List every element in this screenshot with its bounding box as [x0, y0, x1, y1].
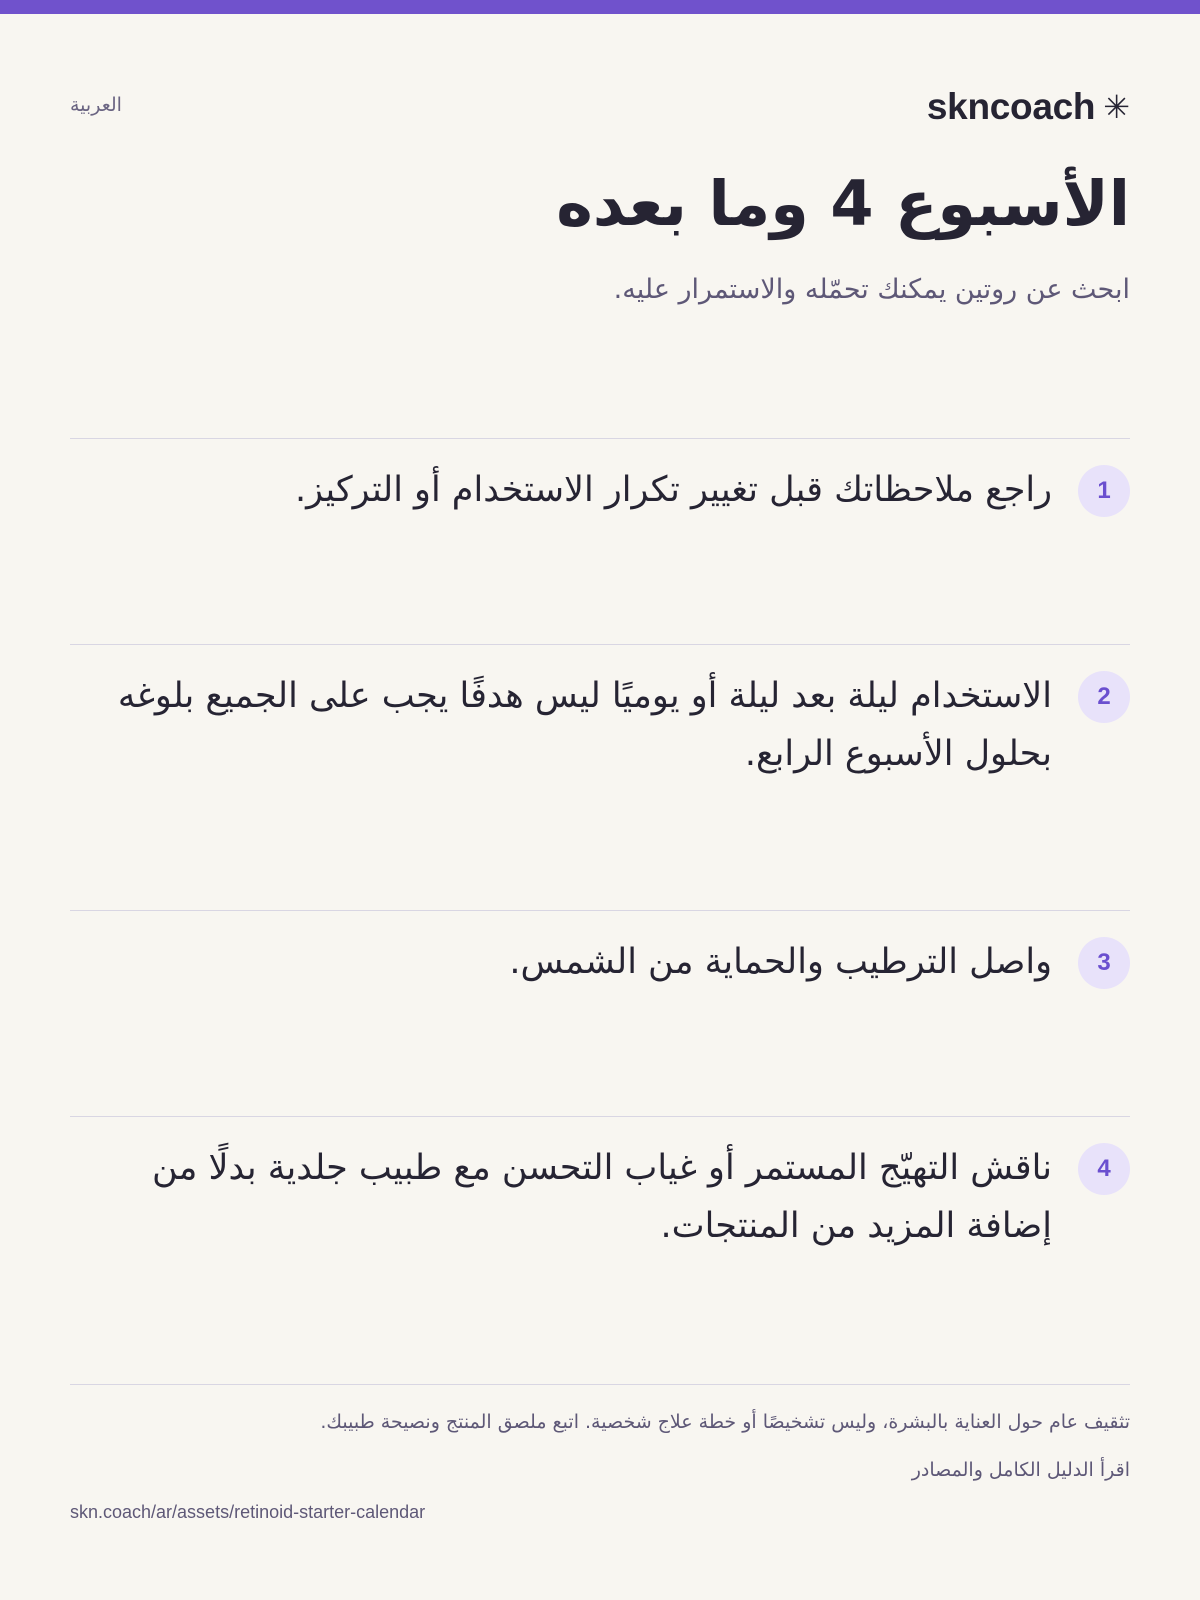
step-item: [70, 910, 1130, 1116]
page-subtitle: ابحث عن روتين يمكنك تحمّله والاستمرار عليه.: [613, 274, 1130, 305]
footer-divider: [70, 1384, 1130, 1385]
step-number-badge: 4: [1078, 1143, 1130, 1195]
step-item: [70, 644, 1130, 910]
page-title: الأسبوع 4 وما بعده: [556, 167, 1130, 240]
page: [70, 0, 1130, 1600]
step-item: [70, 438, 1130, 644]
header: [70, 86, 1130, 130]
step-number-badge: 2: [1078, 671, 1130, 723]
language-switch-link[interactable]: العربية: [70, 94, 122, 116]
asterisk-icon: ✳: [1103, 88, 1130, 126]
step-text: الاستخدام ليلة بعد ليلة أو يوميًا ليس هدفًا يجب على الجميع بلوغه بحلول الأسبوع الرابع.: [117, 676, 1052, 774]
step-item: [70, 1116, 1130, 1378]
brand-name: skncoach: [926, 86, 1096, 127]
page-url: skn.coach/ar/assets/retinoid-starter-calendar: [70, 1502, 426, 1522]
footer-disclaimer: تثقيف عام حول العناية بالبشرة، وليس تشخيصًا أو خطة علاج شخصية. اتبع ملصق المنتج ونصيحة طبيبك.: [320, 1411, 1130, 1433]
step-number-badge: 3: [1078, 937, 1130, 989]
step-text: واصل الترطيب والحماية من الشمس.: [509, 942, 1052, 982]
step-text: راجع ملاحظاتك قبل تغيير تكرار الاستخدام أو التركيز.: [295, 470, 1052, 510]
step-text: ناقش التهيّج المستمر أو غياب التحسن مع طبيب جلدية بدلًا من إضافة المزيد من المنتجات.: [151, 1148, 1052, 1246]
steps-list: [70, 438, 1130, 1378]
brand-logo[interactable]: [927, 86, 1130, 128]
full-guide-link[interactable]: اقرأ الدليل الكامل والمصادر: [911, 1459, 1130, 1481]
step-number-badge: 1: [1078, 465, 1130, 517]
